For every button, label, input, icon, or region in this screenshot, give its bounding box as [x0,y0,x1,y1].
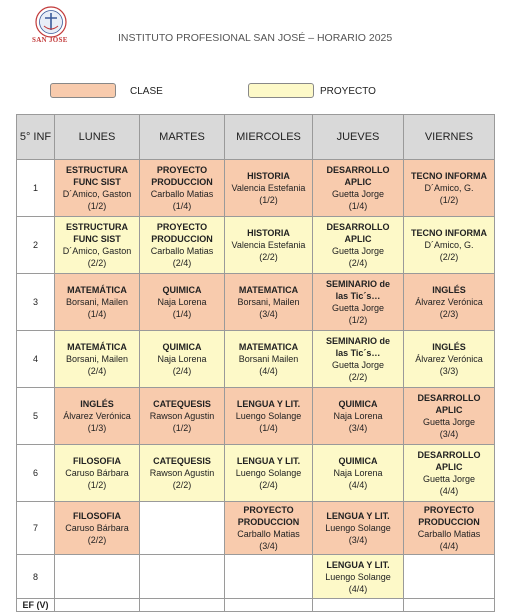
teacher-name: Álvarez Verónica [415,297,483,307]
footer-row [17,599,495,612]
teacher-name: Luengo Solange [325,571,391,582]
session-fraction: (1/4) [259,423,278,433]
schedule-cell [225,445,313,502]
session-fraction: (3/4) [348,423,368,433]
subject-label: LENGUA Y LIT. [236,399,301,409]
schedule-row [17,445,495,502]
subject-label: QUIMICA [338,399,378,409]
slot-number: 4 [17,331,55,388]
subject-label: APLIC [344,177,372,187]
day-header: VIERNES [404,115,495,160]
schedule-cell [313,331,404,388]
schedule-cell [55,331,140,388]
session-fraction: (2/2) [172,480,192,490]
teacher-name: Caruso Bárbara [65,468,129,478]
session-fraction: (3/4) [259,309,278,319]
teacher-name: Carballo Matias [150,246,214,256]
session-fraction: (4/4) [439,541,459,551]
schedule-cell [140,388,225,445]
session-fraction: (2/4) [172,258,192,268]
session-fraction: (1/2) [172,423,192,433]
session-fraction: (1/2) [259,195,278,205]
schedule-cell [313,217,404,274]
legend-swatch-proyecto [248,83,314,98]
footer-cell [55,599,140,612]
subject-label: las Tic´s… [335,291,381,301]
teacher-name: Borsani Mailen [238,354,299,364]
slot-number: 2 [17,217,55,274]
corner-cell: 5° INF [17,115,55,160]
schedule-row [17,217,495,274]
day-header: JUEVES [313,115,404,160]
teacher-name: Caruso Bárbara [65,523,129,533]
session-fraction: (2/4) [348,258,368,268]
teacher-name: Luengo Solange [235,411,302,421]
schedule-cell [140,331,225,388]
subject-label: LENGUA Y LIT. [326,511,390,521]
subject-label: FILOSOFIA [73,456,121,466]
schedule-cell [404,555,495,599]
teacher-name: Guetta Jorge [331,246,385,256]
legend-label-clase: CLASE [130,86,163,97]
session-fraction: (2/4) [87,366,107,376]
schedule-cell [225,217,313,274]
subject-label: DESARROLLO [326,222,390,232]
teacher-name: Álvarez Verónica [415,354,483,364]
subject-label: TECNO INFORMA [411,228,487,238]
schedule-row [17,555,495,599]
teacher-name: Guetta Jorge [422,474,476,484]
schedule-cell [313,502,404,555]
session-fraction: (1/2) [348,315,368,325]
session-fraction: (1/4) [172,201,192,211]
schedule-cell [140,555,225,599]
schedule-cell [404,445,495,502]
subject-label: CATEQUESIS [153,456,211,466]
footer-row-label: EF (V) [17,599,55,612]
footer-cell [225,599,313,612]
subject-label: PRODUCCION [418,517,480,527]
teacher-name: Naja Lorena [157,354,207,364]
schedule-row [17,502,495,555]
teacher-name: Guetta Jorge [331,189,385,199]
subject-label: APLIC [344,234,372,244]
schedule-cell [55,445,140,502]
session-fraction: (1/4) [348,201,368,211]
schedule-cell [404,331,495,388]
subject-label: SEMINARIO de [325,279,390,289]
subject-label: FUNC SIST [73,177,121,187]
schedule-cell [313,160,404,217]
subject-label: LENGUA Y LIT. [326,559,390,570]
schedule-cell [140,445,225,502]
subject-label: APLIC [435,462,463,472]
subject-label: INGLÉS [432,342,466,352]
teacher-name: Carballo Matias [150,189,214,199]
teacher-name: Guetta Jorge [331,360,385,370]
subject-label: TECNO INFORMA [411,171,487,181]
schedule-cell [55,160,140,217]
teacher-name: D´Amico, G. [424,183,474,193]
footer-cell [404,599,495,612]
subject-label: HISTORIA [247,228,290,238]
subject-label: QUIMICA [162,285,202,295]
page-title: INSTITUTO PROFESIONAL SAN JOSÉ – HORARIO 2025 [118,32,393,44]
session-fraction: (2/4) [172,366,192,376]
teacher-name: Naja Lorena [157,297,207,307]
teacher-name: Valencia Estefania [231,240,306,250]
schedule-table [16,114,495,612]
session-fraction: (3/4) [439,429,459,439]
subject-label: HISTORIA [247,171,290,181]
session-fraction: (1/4) [172,309,192,319]
subject-label: DESARROLLO [417,393,481,403]
schedule-row [17,388,495,445]
teacher-name: Carballo Matias [417,529,481,539]
footer-cell [313,599,404,612]
schedule-cell [55,217,140,274]
subject-label: APLIC [435,405,463,415]
schedule-cell [225,274,313,331]
subject-label: QUIMICA [338,456,378,466]
schedule-cell [140,160,225,217]
schedule-cell [225,160,313,217]
schedule-cell [404,160,495,217]
teacher-name: D´Amico, G. [424,240,474,250]
session-fraction: (2/3) [439,309,459,319]
session-fraction: (4/4) [259,366,278,376]
header-row [17,115,495,160]
schedule-cell [313,388,404,445]
slot-number: 7 [17,502,55,555]
teacher-name: Naja Lorena [333,468,383,478]
subject-label: INGLÉS [432,285,466,295]
schedule-cell [140,502,225,555]
subject-label: PRODUCCION [151,177,213,187]
schedule-cell [313,445,404,502]
session-fraction: (2/2) [348,372,368,382]
subject-label: PROYECTO [423,505,475,515]
slot-number: 3 [17,274,55,331]
schedule-cell [404,274,495,331]
session-fraction: (4/4) [439,486,459,496]
session-fraction: (4/4) [348,480,368,490]
subject-label: MATEMATICA [238,285,299,295]
teacher-name: Álvarez Verónica [63,411,131,421]
subject-label: PRODUCCION [237,517,300,527]
subject-label: las Tic´s… [335,348,381,358]
subject-label: MATEMATICA [238,342,299,352]
schedule-cell [225,331,313,388]
teacher-name: Borsani, Mailen [237,297,300,307]
subject-label: DESARROLLO [417,450,481,460]
session-fraction: (2/2) [259,252,278,262]
teacher-name: Rawson Agustin [149,468,215,478]
subject-label: ESTRUCTURA [66,222,128,232]
subject-label: PRODUCCION [151,234,213,244]
subject-label: ESTRUCTURA [66,165,128,175]
schedule-cell [313,274,404,331]
subject-label: FUNC SIST [73,234,121,244]
session-fraction: (2/2) [439,252,459,262]
subject-label: SEMINARIO de [325,336,390,346]
footer-cell [140,599,225,612]
teacher-name: Luengo Solange [235,468,302,478]
slot-number: 6 [17,445,55,502]
schedule-cell [404,217,495,274]
schedule-row [17,331,495,388]
subject-label: DESARROLLO [326,165,390,175]
session-fraction: (3/3) [439,366,459,376]
schedule-row [17,160,495,217]
teacher-name: Luengo Solange [325,523,391,533]
day-header: LUNES [55,115,140,160]
teacher-name: Naja Lorena [333,411,383,421]
session-fraction: (4/4) [348,583,368,594]
schedule-body [17,160,495,612]
slot-number: 1 [17,160,55,217]
subject-label: PROYECTO [156,165,208,175]
schedule-cell [313,555,404,599]
schedule-cell [55,388,140,445]
day-header: MARTES [140,115,225,160]
session-fraction: (2/4) [259,480,278,490]
teacher-name: Valencia Estefania [231,183,306,193]
subject-label: MATEMÁTICA [67,342,127,352]
day-header: MIERCOLES [225,115,313,160]
teacher-name: D´Amico, Gaston [62,189,132,199]
session-fraction: (1/4) [87,309,107,319]
session-fraction: (2/2) [87,535,107,545]
session-fraction: (2/2) [87,258,107,268]
legend-label-proyecto: PROYECTO [320,86,376,97]
session-fraction: (1/2) [439,195,459,205]
teacher-name: Carballo Matias [237,529,300,539]
subject-label: LENGUA Y LIT. [236,456,301,466]
logo-text: SAN JOSE [32,36,68,44]
teacher-name: Guetta Jorge [422,417,476,427]
schedule-cell [225,502,313,555]
session-fraction: (1/2) [87,201,107,211]
teacher-name: Borsani, Mailen [65,297,129,307]
subject-label: QUIMICA [162,342,202,352]
schedule-cell [404,502,495,555]
schedule-cell [55,274,140,331]
subject-label: PROYECTO [156,222,208,232]
schedule-cell [225,555,313,599]
session-fraction: (1/2) [87,480,107,490]
subject-label: PROYECTO [243,505,294,515]
subject-label: MATEMÁTICA [67,285,127,295]
subject-label: FILOSOFIA [73,511,121,521]
session-fraction: (3/4) [348,535,368,545]
schedule-cell [55,555,140,599]
subject-label: CATEQUESIS [153,399,211,409]
teacher-name: D´Amico, Gaston [62,246,132,256]
session-fraction: (1/3) [87,423,107,433]
session-fraction: (3/4) [259,541,278,551]
teacher-name: Borsani, Mailen [65,354,129,364]
slot-number: 5 [17,388,55,445]
teacher-name: Guetta Jorge [331,303,385,313]
schedule-row [17,274,495,331]
schedule-cell [404,388,495,445]
schedule-cell [55,502,140,555]
subject-label: INGLÉS [80,399,114,409]
schedule-cell [140,274,225,331]
slot-number: 8 [17,555,55,599]
schedule-cell [225,388,313,445]
schedule-cell [140,217,225,274]
legend-swatch-clase [50,83,116,98]
teacher-name: Rawson Agustin [149,411,215,421]
